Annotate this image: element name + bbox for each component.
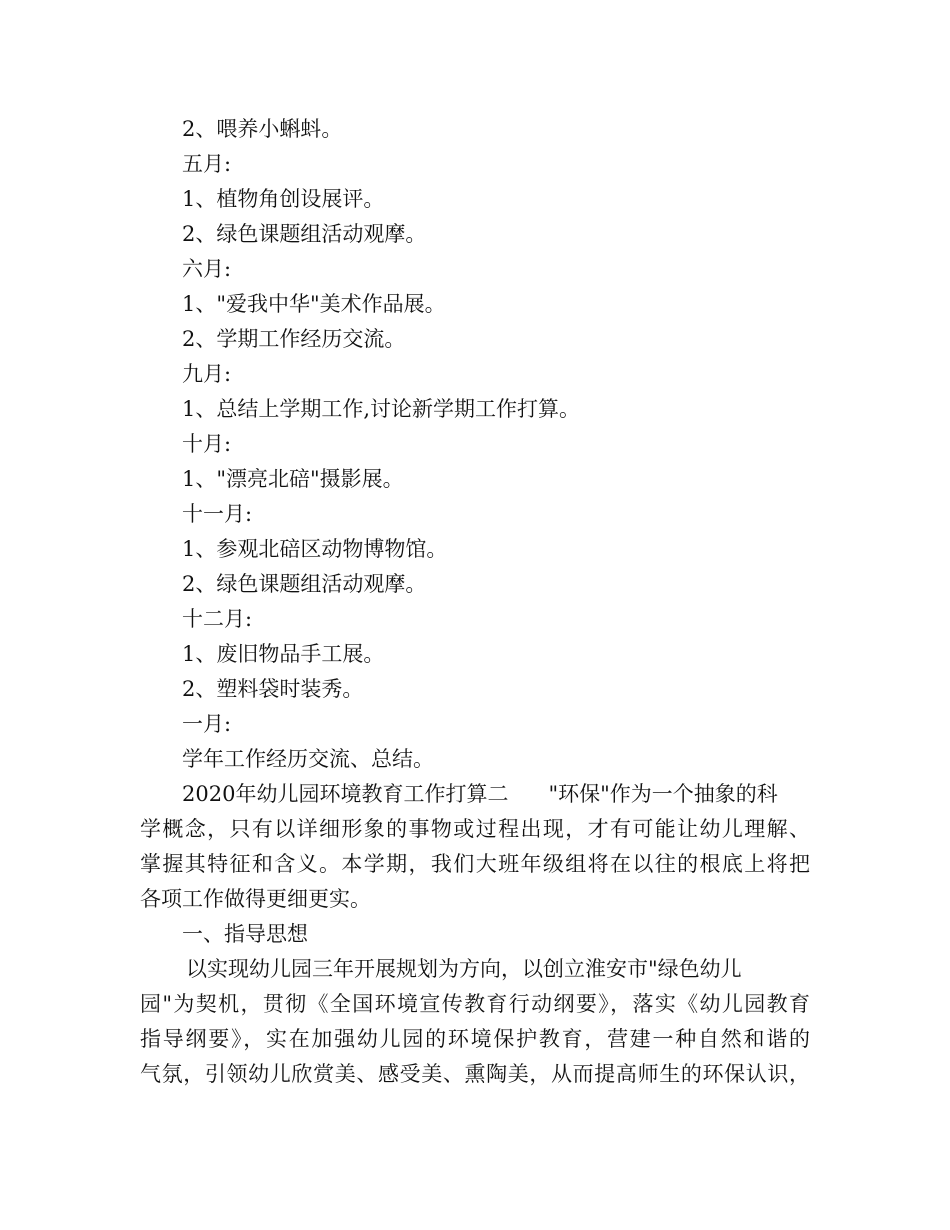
text-line: 1、"爱我中华"美术作品展。 [182, 292, 446, 316]
paragraph-line: 各项工作做得更细更实。 [140, 887, 371, 911]
plan-title: 2020年幼儿园环境教育工作打算二 [182, 782, 509, 806]
paragraph-line: 以实现幼儿园三年开展规划为方向，以创立淮安市"绿色幼儿 [186, 957, 742, 981]
month-heading: 一月: [182, 712, 232, 736]
text-line: 2、学期工作经历交流。 [182, 327, 406, 351]
month-heading: 六月: [182, 257, 232, 281]
text-line: 1、参观北碚区动物博物馆。 [182, 537, 448, 561]
text-line: 1、"漂亮北碚"摄影展。 [182, 467, 404, 491]
plan-title-line [182, 782, 778, 806]
paragraph-line: 气氛，引领幼儿欣赏美、感受美、熏陶美，从而提高师生的环保认识， [140, 1062, 810, 1086]
month-heading: 五月: [182, 152, 232, 176]
text-line: 1、总结上学期工作,讨论新学期工作打算。 [182, 397, 581, 421]
paragraph-line: 学概念，只有以详细形象的事物或过程出现，才有可能让幼儿理解、 [140, 817, 810, 841]
text-line: 2、绿色课题组活动观摩。 [182, 572, 427, 596]
paragraph-line: 掌握其特征和含义。本学期，我们大班年级组将在以往的根底上将把 [140, 852, 810, 876]
text-line: 2、塑料袋时装秀。 [182, 677, 364, 701]
text-line: 1、废旧物品手工展。 [182, 642, 385, 666]
month-heading: 十二月: [182, 607, 253, 631]
paragraph-line: 指导纲要》，实在加强幼儿园的环境保护教育，营建一种自然和谐的 [140, 1027, 810, 1051]
plan-intro-start: "环保"作为一个抽象的科 [548, 782, 778, 806]
text-line: 学年工作经历交流、总结。 [182, 747, 434, 771]
section-heading: 一、指导思想 [182, 922, 308, 946]
month-heading: 十一月: [182, 502, 253, 526]
text-line: 2、绿色课题组活动观摩。 [182, 222, 427, 246]
month-heading: 十月: [182, 432, 232, 456]
paragraph-line: 园"为契机，贯彻《全国环境宣传教育行动纲要》，落实《幼儿园教育 [140, 992, 810, 1016]
text-line: 1、植物角创设展评。 [182, 187, 385, 211]
text-line: 2、喂养小蝌蚪。 [182, 117, 343, 141]
month-heading: 九月: [182, 362, 232, 386]
